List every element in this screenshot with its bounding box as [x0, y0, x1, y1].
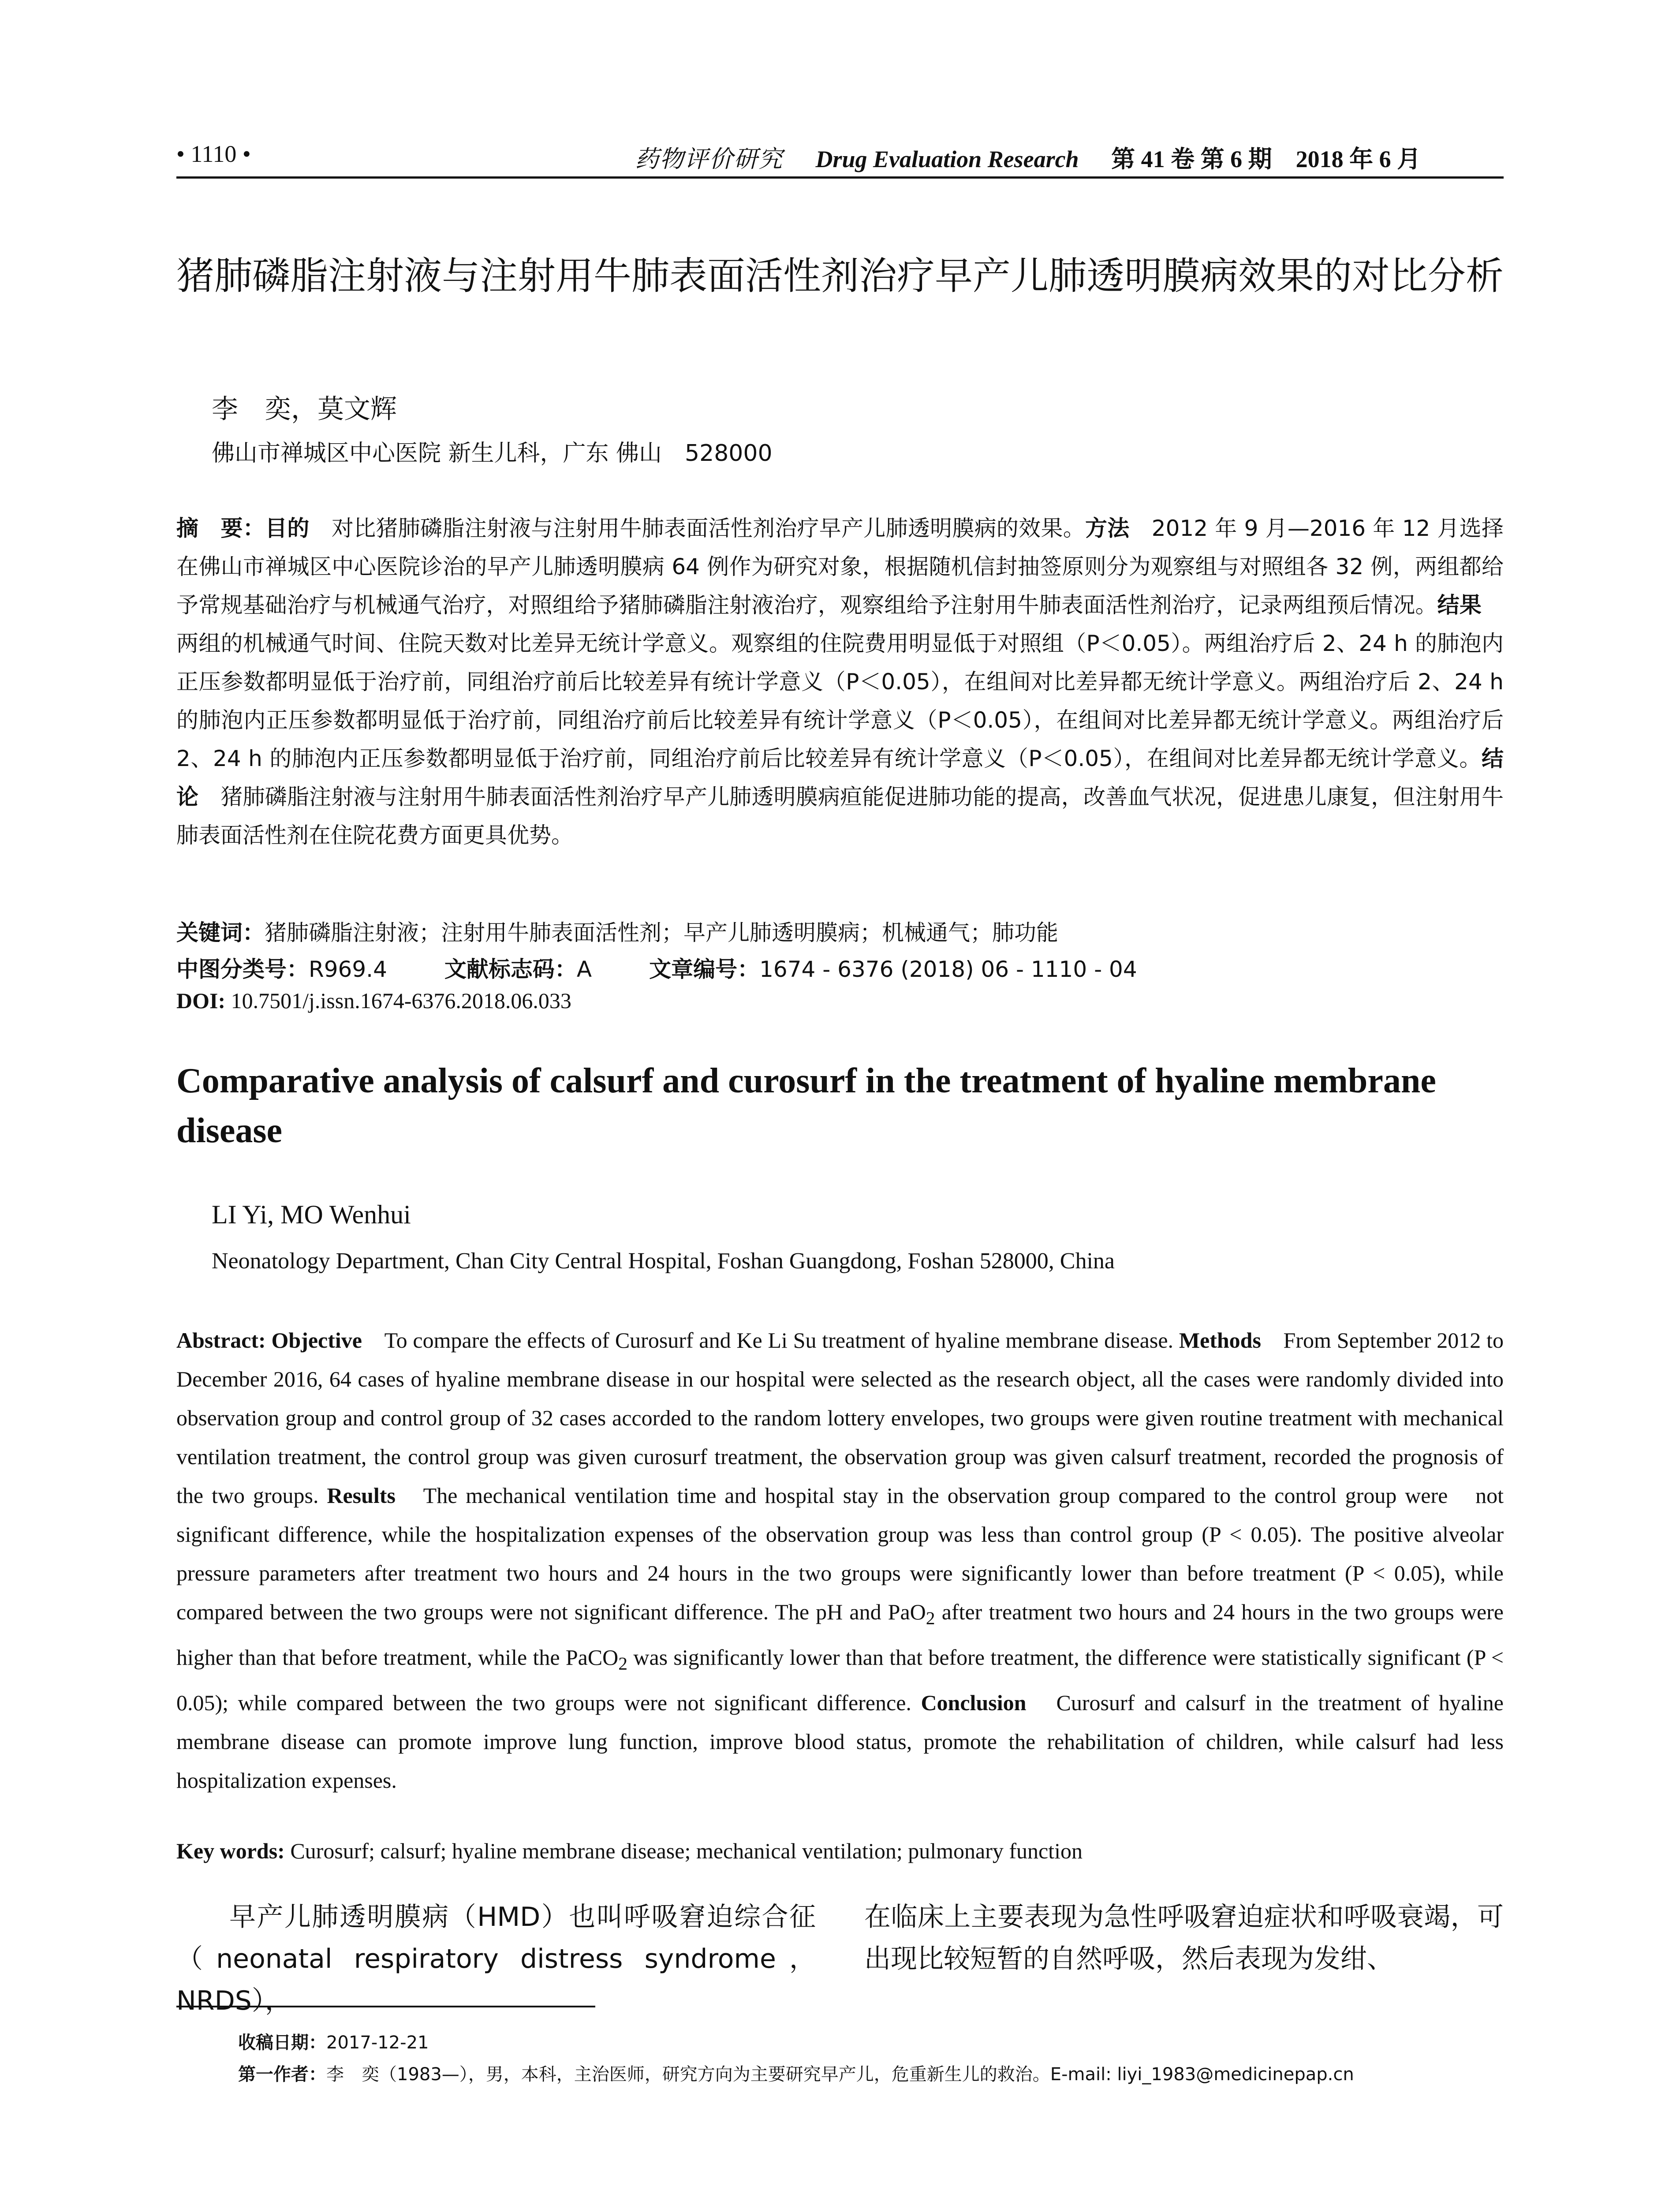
- journal-issue: 第 41 卷 第 6 期 2018 年 6 月: [1111, 146, 1421, 172]
- conclusion-text-cn: 猪肺磷脂注射液与注射用牛肺表面活性剂治疗早产儿肺透明膜病疸能促进肺功能的提高，改善血气状况，促进患儿康复，但注射用牛肺表面活性剂在住院花费方面更具优势。: [176, 784, 1504, 848]
- affiliation-cn: 佛山市禅城区中心医院 新生儿科，广东 佛山 528000: [212, 440, 773, 467]
- abstract-cn: [176, 509, 1504, 855]
- subscript-2: 2: [618, 1654, 628, 1674]
- conclusion-text-en: Curosurf and calsurf in the treatment of hyaline membrane disease can promote improve lung function, improve blood status, promote the rehabilitation of children, while calsurf had less hospitalization expenses.: [176, 1690, 1504, 1793]
- results-text-en-c: was significantly lower than that before treatment, the difference were statistically significant (P < 0.05); while compared between the two groups were not significant difference.: [176, 1645, 1504, 1715]
- article-title-cn: 猪肺磷脂注射液与注射用牛肺表面活性剂治疗早产儿肺透明膜病效果的对比分析: [176, 254, 1504, 298]
- results-text-en-a: The mechanical ventilation time and hospital stay in the observation group compared to the control group were not significant difference, while the hospitalization expenses of the observation group was less than control group (P < 0.05). The positive alveolar pressure parameters after treatment two hours and 24 hours in the two groups were significantly lower than before treatment (P < 0.05), while compared between the two groups were not significant difference. The pH and PaO: [176, 1483, 1504, 1624]
- clc-value: R969.4: [309, 957, 387, 982]
- conclusion-label-en: Conclusion: [921, 1690, 1027, 1715]
- authors-en: LI Yi, MO Wenhui: [212, 1200, 411, 1229]
- abstract-en: [176, 1321, 1504, 1800]
- methods-label-cn: 方法: [1085, 516, 1130, 541]
- body-column-left: 早产儿肺透明膜病（HMD）也叫呼吸窘迫综合征（neonatal respiratory distress syndrome，NRDS），: [176, 1902, 816, 2016]
- results-label-en: Results: [327, 1483, 396, 1508]
- objective-label-cn: 目的: [265, 516, 310, 541]
- footnote-received: [238, 2029, 429, 2054]
- doi-label: DOI:: [176, 988, 226, 1013]
- running-header: [176, 140, 1504, 179]
- methods-text-cn: 2012 年 9 月—2016 年 12 月选择在佛山市禅城区中心医院诊治的早产儿肺透明膜病 64 例作为研究对象，根据随机信封抽签原则分为观察组与对照组各 32 例，两组都给予常规基础治疗与机械通气治疗，对照组给予猪肺磷脂注射液治疗，观察组给予注射用牛肺表面活性剂治疗，记录两组预后情况。: [176, 516, 1504, 618]
- keywords-en: [176, 1838, 1083, 1864]
- keywords-cn: [176, 915, 1058, 947]
- objective-text-cn: 对比猪肺磷脂注射液与注射用牛肺表面活性剂治疗早产儿肺透明膜病的效果。: [309, 516, 1085, 541]
- affiliation-en: Neonatology Department, Chan City Central Hospital, Foshan Guangdong, Foshan 528000, China: [212, 1248, 1115, 1274]
- keywords-label-cn: 关键词：: [176, 920, 265, 946]
- abstract-label-cn: 摘 要：: [176, 516, 265, 541]
- first-author-label: 第一作者：: [238, 2064, 326, 2085]
- methods-text-en: From September 2012 to December 2016, 64 cases of hyaline membrane disease in our hospital were selected as the research object, all the cases were randomly divided into observation group and control group of 32 cases accorded to the random lottery envelopes, two groups were given routine treatment with mechanical ventilation treatment, the control group was given curosurf treatment, the observation group was given calsurf treatment, recorded the prognosis of the two groups.: [176, 1328, 1504, 1508]
- results-label-cn: 结果: [1437, 592, 1482, 618]
- authors-cn: 李 奕，莫文辉: [212, 394, 397, 425]
- objective-text-en: To compare the effects of Curosurf and Ke Li Su treatment of hyaline membrane disease.: [362, 1328, 1179, 1353]
- doc-code-value: A: [576, 957, 592, 982]
- results-text-en-b: after treatment two hours and 24 hours in the two groups were higher than that before treatment, while the PaCO: [176, 1600, 1504, 1670]
- footnote-author: [238, 2060, 1354, 2085]
- doi-link[interactable]: 10.7501/j.issn.1674-6376.2018.06.033: [225, 988, 571, 1013]
- received-label: 收稿日期：: [238, 2033, 326, 2053]
- article-title-en: Comparative analysis of calsurf and curosurf in the treatment of hyaline membrane disease: [176, 1061, 1436, 1150]
- doi-line: [176, 988, 571, 1013]
- keywords-label-en: Key words:: [176, 1839, 285, 1863]
- article-no-value: 1674 - 6376 (2018) 06 - 1110 - 04: [759, 957, 1137, 982]
- conclusion-label-cn: 结论: [176, 746, 1504, 810]
- results-text-cn: 两组的机械通气时间、住院天数对比差异无统计学意义。观察组的住院费用明显低于对照组（P＜0.05）。两组治疗后 2、24 h 的肺泡内正压参数都明显低于治疗前，同组治疗前后比较差异有统计学意义（P＜0.05），在组间对比差异都无统计学意义。两组治疗后 2、24 h 的肺泡内正压参数都明显低于治疗前，同组治疗前后比较差异有统计学意义（P＜0.05），在组间对比差异都无统计学意义。两组治疗后 2、24 h 的肺泡内正压参数都明显低于治疗前，同组治疗前后比较差异有统计学意义（P＜0.05），在组间对比差异都无统计学意义。: [176, 592, 1504, 771]
- journal-name-cn: 药物评价研究: [635, 146, 783, 172]
- journal-info: [635, 140, 1421, 174]
- abstract-label-en: Abstract: Objective: [176, 1328, 362, 1353]
- first-author-info: 李 奕（1983—），男，本科，主治医师，研究方向为主要研究早产儿，危重新生儿的救治。E-mail: liyi_1983@medicinepap.cn: [326, 2064, 1354, 2085]
- classification-line: [176, 952, 1137, 983]
- methods-label-en: Methods: [1179, 1328, 1261, 1353]
- page-number: • 1110 •: [176, 141, 251, 167]
- subscript-2: 2: [926, 1608, 935, 1629]
- footnote-divider: [176, 2006, 595, 2007]
- clc-label: 中图分类号：: [176, 957, 309, 982]
- keywords-text-en: Curosurf; calsurf; hyaline membrane disease; mechanical ventilation; pulmonary function: [284, 1839, 1083, 1863]
- body-column-right: 在临床上主要表现为急性呼吸窘迫症状和呼吸衰竭，可出现比较短暂的自然呼吸，然后表现为发绀、: [864, 1902, 1504, 1974]
- journal-name-en: Drug Evaluation Research: [815, 146, 1079, 172]
- received-date: 2017-12-21: [326, 2033, 429, 2053]
- keywords-text-cn: 猪肺磷脂注射液；注射用牛肺表面活性剂；早产儿肺透明膜病；机械通气；肺功能: [265, 920, 1058, 946]
- article-no-label: 文章编号：: [649, 957, 760, 982]
- doc-code-label: 文献标志码：: [444, 957, 577, 982]
